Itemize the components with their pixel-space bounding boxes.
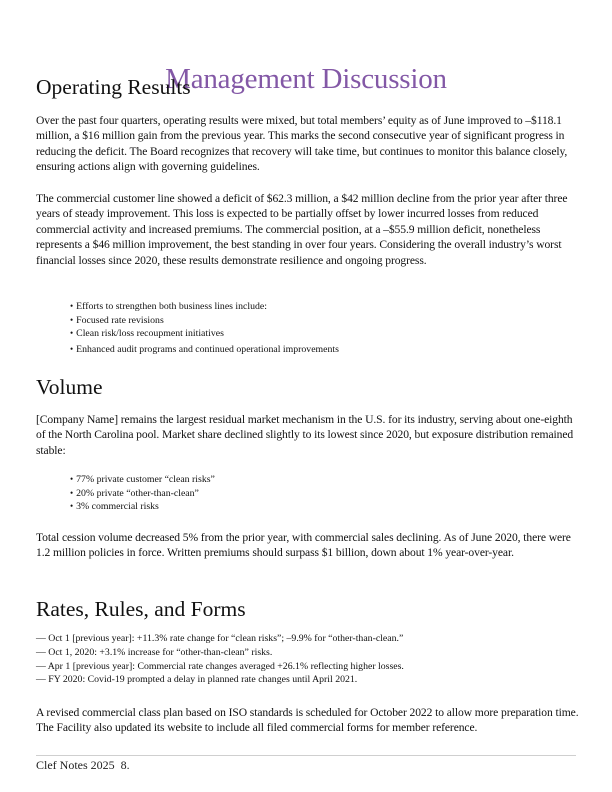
volume-paragraph-2: Total cession volume decreased 5% from the prior year, with commercial sales declining. As of June 2020, there were 1.2 million policies in force. Written premiums should surpass $1 billion, down about 1% year-over-year. xyxy=(36,531,571,560)
bullet-item: • Efforts to strengthen both business lines include: xyxy=(70,300,339,314)
section-heading-operating-results: Operating Results xyxy=(36,75,191,99)
footer-divider xyxy=(36,755,576,756)
bullet-item: • 3% commercial risks xyxy=(70,500,215,514)
rate-change-item: — Apr 1 [previous year]: Commercial rate changes averaged +26.1% reflecting higher losses. xyxy=(36,660,404,672)
rate-change-item: — Oct 1 [previous year]: +11.3% rate change for “clean risks”; –9.9% for “other-than-clean.” xyxy=(36,633,404,644)
bullet-item: • 20% private “other-than-clean” xyxy=(70,487,215,501)
section-heading-volume: Volume xyxy=(36,375,103,399)
operating-results-bullet-list xyxy=(70,300,339,357)
bullet-item: • Clean risk/loss recoupment initiatives xyxy=(70,327,339,341)
volume-bullet-list xyxy=(70,473,215,514)
rate-change-item: — Oct 1, 2020: +3.1% increase for “other-than-clean” risks. xyxy=(36,646,273,658)
rates-paragraph: A revised commercial class plan based on ISO standards is scheduled for October 2022 to allow more preparation time. The Facility also updated its website to include all filed commercial forms for member reference. xyxy=(36,706,579,735)
page-title: Management Discussion xyxy=(165,63,447,96)
bullet-item: • Focused rate revisions xyxy=(70,314,339,328)
bullet-item: • Enhanced audit programs and continued operational improvements xyxy=(70,343,339,357)
page-footer: Clef Notes 2025 8. xyxy=(36,758,130,772)
rate-change-item: — FY 2020: Covid-19 prompted a delay in planned rate changes until April 2021. xyxy=(36,674,358,686)
operating-results-paragraph-2: The commercial customer line showed a deficit of $62.3 million, a $42 million decline from the prior year after three years of steady improvement. This loss is expected to be partially offset by lower incurred losses from reduced commercial activity and increased premiums. The commercial position, at a –$55.9 million deficit, nonetheless represents a $46 million improvement, the best standing in over four years. Considering the overall industry’s worst financial losses since 2020, these results demonstrate resilience and ongoing progress. xyxy=(36,192,568,267)
operating-results-paragraph-1: Over the past four quarters, operating results were mixed, but total members’ equity as of June improved to –$118.1 million, a $16 million gain from the previous year. This marks the second consecutive year of significant progress in reducing the deficit. The Board recognizes that recovery will take time, but continues to monitor this balance closely, ensuring actions align with governing guidelines. xyxy=(36,114,568,174)
section-heading-rates-rules-forms: Rates, Rules, and Forms xyxy=(36,597,246,621)
bullet-item: • 77% private customer “clean risks” xyxy=(70,473,215,487)
volume-paragraph-1: [Company Name] remains the largest residual market mechanism in the U.S. for its industry, serving about one-eighth of the North Carolina pool. Market share declined slightly to its lowest since 2020, but exposure distribution remained stable: xyxy=(36,413,574,457)
rates-change-list xyxy=(36,632,404,687)
